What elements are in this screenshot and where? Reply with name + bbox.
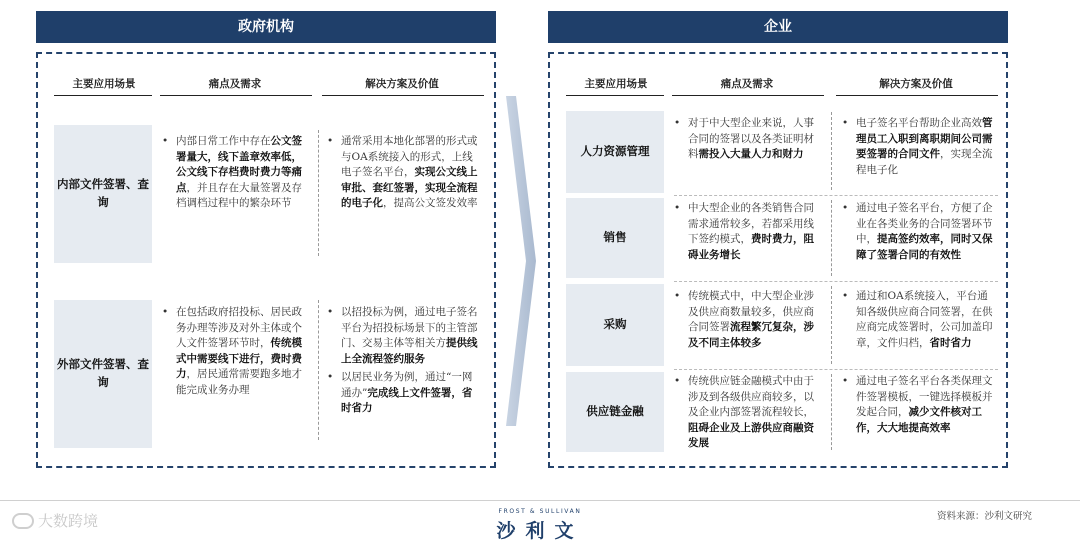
ent-col-pain-underline — [672, 95, 824, 96]
ent-pain-supply-chain: • 传统供应链金融模式中由于涉及到各级供应商较多，以及企业内部签署流程较长，阻碍企业及上游供应商融资发展 — [674, 374, 824, 452]
ent-col-pain: 痛点及需求 — [720, 78, 774, 90]
gov-pain-internal: • 内部日常工作中存在公文签署量大，线下盖章效率低，公文线下存档费时费力等痛点，并且存在大量签署及存档调档过程中的繁杂环节 — [162, 134, 310, 212]
brand-logo: 沙利文 — [496, 520, 584, 541]
gov-col-scene-underline — [54, 95, 152, 96]
watermark-text: 大数跨境 — [38, 512, 99, 530]
ent-row-divider — [674, 369, 998, 370]
ent-divider — [831, 286, 832, 364]
gov-col-pain-underline — [160, 95, 312, 96]
chevron-right-icon — [506, 96, 536, 426]
gov-col-solution-underline — [322, 95, 484, 96]
ent-divider — [831, 112, 832, 190]
ent-col-scene-underline — [566, 95, 664, 96]
ent-col-solution: 解决方案及价值 — [879, 78, 953, 90]
gov-divider — [318, 130, 319, 256]
ent-panel-header: 企业 — [548, 11, 1008, 43]
ent-solution-sales: • 通过电子签名平台，方便了企业在各类业务的合同签署环节中，提高签约效率，同时又保障了签署合同的有效性 — [842, 201, 996, 263]
ent-col-solution-underline — [836, 95, 998, 96]
ent-pain-procurement: • 传统模式中，中大型企业涉及供应商数量较多，供应商合同签署流程繁冗复杂，涉及不同主体较多 — [674, 289, 824, 351]
ent-col-scene: 主要应用场景 — [584, 78, 648, 90]
watermark-icon — [12, 513, 34, 529]
ent-scene-procurement: 采购 — [566, 284, 664, 366]
gov-col-pain: 痛点及需求 — [208, 78, 262, 90]
ent-scene-supply-chain: 供应链金融 — [566, 372, 664, 452]
gov-scene-internal: 内部文件签署、查询 — [54, 125, 152, 263]
ent-solution-hr: • 电子签名平台帮助企业高效管理员工入职到离职期间公司需要签署的合同文件，实现全流程电子化 — [842, 116, 996, 178]
ent-divider — [831, 374, 832, 450]
ent-pain-sales: • 中大型企业的各类销售合同需求通常较多，若都采用线下签约模式，费时费力，阻碍业务增长 — [674, 201, 824, 263]
ent-row-divider — [674, 281, 998, 282]
ent-scene-sales: 销售 — [566, 198, 664, 278]
footer-divider — [0, 500, 1080, 501]
ent-solution-procurement: • 通过和OA系统接入，平台通知各级供应商合同签署，在供应商完成签署时，公司加盖印章，文件归档，省时省力 — [842, 289, 996, 351]
ent-pain-hr: • 对于中大型企业来说，人事合同的签署以及各类证明材料需投入大量人力和财力 — [674, 116, 824, 163]
gov-panel-header: 政府机构 — [36, 11, 496, 43]
gov-col-solution: 解决方案及价值 — [365, 78, 439, 90]
gov-scene-external: 外部文件签署、查询 — [54, 300, 152, 448]
ent-row-divider — [674, 195, 998, 196]
watermark-logo — [12, 510, 98, 531]
gov-col-scene: 主要应用场景 — [72, 78, 136, 90]
gov-solution-internal: • 通常采用本地化部署的形式或与OA系统接入的形式，上线电子签名平台，实现公文线上审批、套红签署，实现全流程的电子化，提高公文签发效率 — [327, 134, 481, 212]
gov-pain-external: • 在包括政府招投标、居民政务办理等涉及对外主体或个人文件签署环节时，传统模式中需要线下进行，费时费力，居民通常需要跑多地才能完成业务办理 — [162, 305, 310, 398]
source-note: 资料来源：沙利文研究 — [936, 511, 1032, 522]
gov-divider — [318, 300, 319, 440]
ent-solution-supply-chain: • 通过电子签名平台各类保理文件签署模板，一键选择模板并发起合同，减少文件核对工作，大大地提高效率 — [842, 374, 996, 436]
ent-scene-hr: 人力资源管理 — [566, 111, 664, 193]
brand-english: FROST & SULLIVAN — [498, 508, 582, 515]
gov-solution-external: • 以招投标为例，通过电子签名平台为招投标场景下的主管部门、交易主体等相关方提供线上全流程签约服务 • 以居民业务为例，通过“一网通办”完成线上文件签署，省时省力 — [327, 305, 481, 417]
ent-divider — [831, 200, 832, 276]
